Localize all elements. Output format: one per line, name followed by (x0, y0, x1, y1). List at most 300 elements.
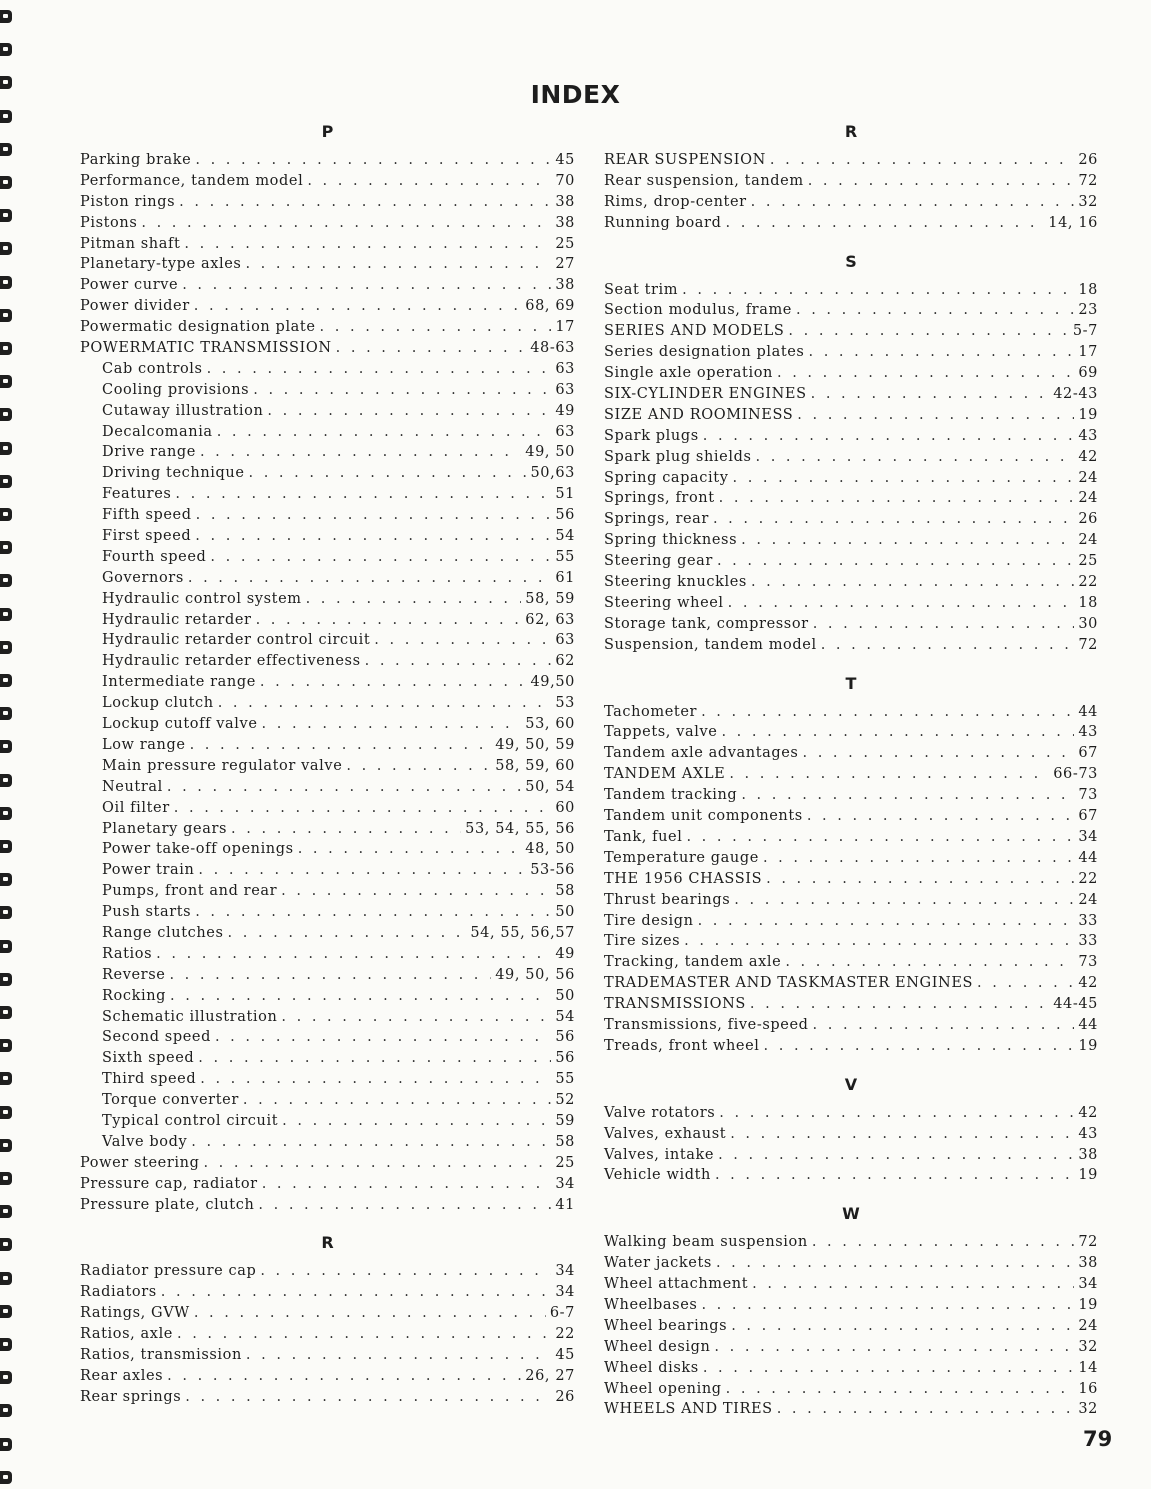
entry-term: Range clutches (102, 924, 224, 941)
entry-pages: 16 (1078, 1380, 1098, 1397)
index-entry (80, 1303, 575, 1324)
entry-term: Hydraulic control system (102, 590, 302, 607)
binding-ring (0, 143, 12, 156)
entry-pages: 70 (555, 172, 575, 189)
dot-leader (682, 280, 1074, 301)
entry-term: Wheelbases (604, 1296, 698, 1313)
binding-ring (0, 740, 12, 753)
dot-leader (731, 1316, 1074, 1337)
entry-term: Tandem unit components (604, 808, 803, 825)
index-entry (604, 509, 1098, 530)
binding-ring (0, 707, 12, 720)
entry-pages: 42 (1078, 975, 1098, 992)
dot-leader (703, 426, 1075, 447)
index-entry (604, 806, 1098, 827)
dot-leader (203, 1153, 551, 1174)
entry-pages: 56 (555, 507, 575, 524)
entry-term: Torque converter (102, 1092, 239, 1109)
binding-ring (0, 408, 12, 421)
entry-term: Ratios, axle (80, 1326, 173, 1343)
dot-leader (179, 192, 551, 213)
dot-leader (686, 827, 1074, 848)
dot-leader (260, 672, 527, 693)
dot-leader (228, 923, 467, 944)
dot-leader (169, 965, 491, 986)
binding-ring (0, 276, 12, 289)
index-entry (604, 1253, 1098, 1274)
entry-term: Main pressure regulator valve (102, 757, 343, 774)
index-entry (604, 848, 1098, 869)
entry-pages: 5-7 (1072, 323, 1098, 340)
binding-ring (0, 1139, 12, 1152)
dot-leader (198, 860, 526, 881)
index-entry (80, 1153, 575, 1174)
entry-list-w (604, 1232, 1098, 1420)
entry-term: Oil filter (102, 799, 170, 816)
dot-leader (684, 931, 1074, 952)
entry-pages: 51 (555, 486, 575, 503)
entry-term: Steering wheel (604, 594, 724, 611)
entry-term: Storage tank, compressor (604, 615, 809, 632)
index-entry (80, 192, 575, 213)
binding-ring (0, 442, 12, 455)
dot-leader (698, 911, 1075, 932)
index-subentry (80, 630, 575, 651)
dot-leader (719, 1103, 1074, 1124)
dot-leader (785, 952, 1074, 973)
index-entry (604, 743, 1098, 764)
index-subentry (80, 944, 575, 965)
dot-leader (802, 743, 1074, 764)
entry-term: Low range (102, 736, 186, 753)
binding-ring (0, 940, 12, 953)
entry-term: Running board (604, 214, 722, 231)
dot-leader (721, 722, 1074, 743)
binding-ring (0, 1404, 12, 1417)
entry-pages: 24 (1078, 1317, 1098, 1334)
dot-leader (184, 234, 551, 255)
dot-leader (185, 1387, 551, 1408)
index-entry (604, 150, 1098, 171)
entry-term: Tappets, valve (604, 724, 718, 741)
entry-pages: 22 (1078, 574, 1098, 591)
dot-leader (751, 572, 1074, 593)
entry-pages: 63 (555, 632, 575, 649)
page-number: 79 (1083, 1427, 1113, 1451)
index-subentry (80, 860, 575, 881)
entry-term: Ratings, GVW (80, 1305, 190, 1322)
binding-ring (0, 375, 12, 388)
entry-term: Driving technique (102, 465, 245, 482)
index-entry (604, 447, 1098, 468)
dot-leader (190, 735, 492, 756)
entry-pages: 17 (1078, 344, 1098, 361)
entry-term: Valve body (102, 1133, 188, 1150)
entry-term: SIZE AND ROOMINESS (604, 406, 794, 423)
index-entry (604, 973, 1098, 994)
dot-leader (734, 890, 1074, 911)
section-letter-v: V (844, 1074, 858, 1094)
entry-pages: 24 (1078, 490, 1098, 507)
dot-leader (243, 1090, 551, 1111)
dot-leader (703, 1358, 1075, 1379)
index-subentry (80, 777, 575, 798)
left-column (80, 120, 575, 1408)
entry-term: Spark plug shields (604, 448, 752, 465)
index-entry (80, 1174, 575, 1195)
entry-pages: 43 (1078, 724, 1098, 741)
index-subentry (80, 422, 575, 443)
entry-pages: 34 (1078, 828, 1098, 845)
index-subentry (80, 463, 575, 484)
section-letter-r: R (844, 122, 858, 141)
binding-ring (0, 906, 12, 919)
index-entry (604, 488, 1098, 509)
entry-pages: 19 (1078, 1167, 1098, 1184)
entry-term: Ratios, transmission (80, 1346, 242, 1363)
index-entry (604, 593, 1098, 614)
entry-pages: 61 (555, 569, 575, 586)
dot-leader (174, 798, 552, 819)
entry-term: Transmissions, five-speed (604, 1016, 809, 1033)
index-entry (604, 468, 1098, 489)
entry-term: Pistons (80, 214, 138, 231)
dot-leader (320, 317, 552, 338)
entry-pages: 42 (1078, 448, 1098, 465)
dot-leader (191, 1132, 551, 1153)
dot-leader (752, 1274, 1074, 1295)
entry-term: Ratios (102, 945, 153, 962)
dot-leader (177, 1324, 551, 1345)
entry-term: WHEELS AND TIRES (604, 1401, 773, 1418)
entry-term: Temperature gauge (604, 849, 759, 866)
binding-ring (0, 475, 12, 488)
index-subentry (80, 923, 575, 944)
entry-term: Power divider (80, 298, 190, 315)
dot-leader (741, 785, 1074, 806)
entry-term: Schematic illustration (102, 1008, 278, 1025)
entry-pages: 34 (555, 1284, 575, 1301)
index-entry (604, 764, 1098, 785)
entry-term: Single axle operation (604, 365, 773, 382)
index-subentry (80, 1069, 575, 1090)
entry-pages: 63 (555, 381, 575, 398)
binding-ring (0, 1039, 12, 1052)
dot-leader (306, 589, 522, 610)
index-subentry (80, 672, 575, 693)
entry-term: Decalcomania (102, 423, 213, 440)
entry-term: Pitman shaft (80, 235, 181, 252)
entry-term: Second speed (102, 1029, 211, 1046)
index-entry (80, 296, 575, 317)
entry-pages: 68, 69 (525, 298, 575, 315)
entry-pages: 58, 59 (525, 590, 575, 607)
dot-leader (262, 1174, 552, 1195)
index-entry (604, 1358, 1098, 1379)
entry-pages: 50, 54 (525, 778, 575, 795)
entry-pages: 43 (1078, 1125, 1098, 1142)
entry-pages: 30 (1078, 615, 1098, 632)
entry-list-v (604, 1103, 1098, 1187)
dot-leader (256, 610, 522, 631)
dot-leader (732, 468, 1074, 489)
entry-term: Tachometer (604, 703, 698, 720)
entry-pages: 14, 16 (1048, 214, 1098, 231)
entry-pages: 73 (1078, 787, 1098, 804)
entry-term: Springs, front (604, 490, 715, 507)
index-entry (604, 1337, 1098, 1358)
entry-term: Power take-off openings (102, 841, 294, 858)
dot-leader (231, 819, 461, 840)
index-entry (80, 1195, 575, 1216)
entry-pages: 59 (555, 1112, 575, 1129)
entry-term: First speed (102, 528, 192, 545)
index-subentry (80, 589, 575, 610)
entry-term: Neutral (102, 778, 163, 795)
entry-term: Steering gear (604, 553, 713, 570)
entry-term: SIX-CYLINDER ENGINES (604, 386, 807, 403)
dot-leader (756, 447, 1075, 468)
entry-pages: 72 (1078, 1234, 1098, 1251)
dot-leader (716, 1253, 1074, 1274)
index-subentry (80, 902, 575, 923)
entry-term: Piston rings (80, 193, 176, 210)
entry-term: REAR SUSPENSION (604, 152, 766, 168)
index-subentry (80, 651, 575, 672)
dot-leader (813, 1015, 1075, 1036)
dot-leader (210, 547, 551, 568)
binding-ring (0, 1338, 12, 1351)
dot-leader (813, 614, 1075, 635)
entry-pages: 67 (1078, 745, 1098, 762)
entry-pages: 26 (555, 1388, 575, 1405)
index-entry (604, 722, 1098, 743)
entry-term: Hydraulic retarder effectiveness (102, 653, 361, 670)
entry-pages: 42-43 (1053, 386, 1098, 403)
entry-pages: 63 (555, 423, 575, 440)
binding-ring (0, 110, 12, 123)
entry-pages: 18 (1078, 594, 1098, 611)
index-entry (604, 572, 1098, 593)
index-entry (80, 1387, 575, 1408)
entry-term: Drive range (102, 444, 196, 461)
entry-term: Tandem tracking (604, 787, 738, 804)
entry-pages: 49, 50, 59 (495, 736, 575, 753)
spiral-binding (0, 0, 16, 1489)
dot-leader (218, 693, 552, 714)
dot-leader (167, 1366, 521, 1387)
dot-leader (195, 902, 551, 923)
index-entry (604, 530, 1098, 551)
entry-term: Third speed (102, 1071, 197, 1088)
dot-leader (198, 1048, 551, 1069)
entry-term: Sixth speed (102, 1050, 195, 1067)
dot-leader (281, 881, 551, 902)
index-entry (604, 1316, 1098, 1337)
entry-pages: 69 (1078, 365, 1098, 382)
entry-pages: 58 (555, 883, 575, 900)
entry-list-r (80, 1261, 575, 1407)
entry-pages: 45 (555, 1346, 575, 1363)
entry-term: Planetary gears (102, 820, 228, 837)
dot-leader (741, 530, 1074, 551)
entry-pages: 38 (1078, 1146, 1098, 1163)
entry-term: Series designation plates (604, 344, 805, 361)
entry-pages: 48, 50 (525, 841, 575, 858)
index-subentry (80, 547, 575, 568)
entry-pages: 38 (555, 277, 575, 294)
entry-pages: 34 (1078, 1276, 1098, 1293)
entry-pages: 48-63 (530, 340, 575, 357)
index-entry (604, 426, 1098, 447)
entry-pages: 26 (1078, 511, 1098, 528)
dot-leader (729, 764, 1049, 785)
entry-pages: 50 (555, 904, 575, 921)
index-entry (80, 213, 575, 234)
entry-pages: 19 (1078, 1296, 1098, 1313)
binding-ring (0, 807, 12, 820)
entry-term: Lockup clutch (102, 695, 214, 712)
entry-pages: 58, 59, 60 (495, 757, 575, 774)
binding-ring (0, 840, 12, 853)
entry-pages: 55 (555, 548, 575, 565)
binding-ring (0, 674, 12, 687)
entry-pages: 19 (1078, 406, 1098, 423)
entry-term: Wheel design (604, 1338, 711, 1355)
entry-term: Springs, rear (604, 511, 709, 528)
entry-pages: 38 (1078, 1255, 1098, 1272)
index-entry (80, 338, 575, 359)
section-letter-w: W (842, 1204, 860, 1224)
entry-pages: 56 (555, 1050, 575, 1067)
entry-term: Wheel attachment (604, 1276, 749, 1293)
index-entry (604, 1399, 1098, 1420)
binding-ring (0, 1438, 12, 1451)
index-entry (80, 275, 575, 296)
entry-term: Fourth speed (102, 548, 207, 565)
entry-pages: 14 (1078, 1359, 1098, 1376)
dot-leader (246, 1345, 551, 1366)
entry-term: Spark plugs (604, 427, 699, 444)
entry-term: Pressure cap, radiator (80, 1175, 258, 1192)
entry-pages: 42 (1078, 1104, 1098, 1121)
entry-pages: 24 (1078, 469, 1098, 486)
dot-leader (713, 509, 1074, 530)
dot-leader (253, 380, 551, 401)
entry-pages: 49 (555, 945, 575, 962)
index-entry (604, 384, 1098, 405)
entry-list-r (604, 150, 1098, 234)
entry-term: Cab controls (102, 360, 203, 377)
entry-list-t (604, 702, 1098, 1057)
entry-pages: 23 (1078, 302, 1098, 319)
entry-pages: 53, 54, 55, 56 (465, 820, 575, 837)
dot-leader (298, 839, 522, 860)
entry-term: Power curve (80, 277, 179, 294)
dot-leader (282, 1111, 551, 1132)
index-subentry (80, 756, 575, 777)
dot-leader (281, 1007, 551, 1028)
entry-pages: 50 (555, 987, 575, 1004)
entry-pages: 25 (555, 1154, 575, 1171)
dot-leader (719, 488, 1075, 509)
index-subentry (80, 693, 575, 714)
index-subentry (80, 881, 575, 902)
entry-pages: 26, 27 (525, 1367, 575, 1384)
index-entry (604, 192, 1098, 213)
entry-pages: 32 (1078, 1338, 1098, 1355)
entry-pages: 19 (1078, 1037, 1098, 1054)
index-entry (80, 1261, 575, 1282)
entry-term: Valves, exhaust (604, 1125, 727, 1142)
dot-leader (249, 463, 527, 484)
entry-term: Pumps, front and rear (102, 883, 278, 900)
index-subentry (80, 359, 575, 380)
entry-term: Hydraulic retarder (102, 611, 252, 628)
entry-term: Power train (102, 862, 195, 879)
entry-term: Features (102, 486, 172, 503)
index-entry (604, 952, 1098, 973)
entry-pages: 67 (1078, 808, 1098, 825)
index-entry (80, 150, 575, 171)
entry-pages: 49 (555, 402, 575, 419)
entry-term: Reverse (102, 966, 166, 983)
dot-leader (808, 171, 1075, 192)
right-column (604, 120, 1098, 1420)
dot-leader (245, 254, 551, 275)
index-entry (604, 551, 1098, 572)
entry-pages: 62, 63 (525, 611, 575, 628)
entry-pages: 44 (1078, 703, 1098, 720)
entry-term: Planetary-type axles (80, 256, 242, 273)
binding-ring (0, 309, 12, 322)
index-subentry (80, 505, 575, 526)
entry-term: Powermatic designation plate (80, 319, 316, 336)
index-entry (604, 827, 1098, 848)
index-entry (80, 1366, 575, 1387)
dot-leader (374, 630, 551, 651)
index-entry (80, 254, 575, 275)
entry-term: Valves, intake (604, 1146, 715, 1163)
entry-pages: 6-7 (549, 1305, 575, 1322)
entry-term: Intermediate range (102, 674, 256, 691)
dot-leader (730, 1124, 1074, 1145)
entry-term: Walking beam suspension (604, 1234, 808, 1251)
entry-pages: 54 (555, 528, 575, 545)
binding-ring (0, 774, 12, 787)
index-subentry (80, 526, 575, 547)
entry-term: Lockup cutoff valve (102, 716, 258, 733)
entry-pages: 50,63 (530, 465, 575, 482)
binding-ring (0, 342, 12, 355)
index-entry (80, 317, 575, 338)
index-entry (604, 405, 1098, 426)
index-entry (604, 1295, 1098, 1316)
entry-pages: 72 (1078, 172, 1098, 189)
index-entry (604, 342, 1098, 363)
binding-ring (0, 10, 12, 23)
entry-pages: 53 (555, 695, 575, 712)
dot-leader (156, 944, 551, 965)
dot-leader (808, 342, 1074, 363)
index-subentry (80, 714, 575, 735)
entry-pages: 17 (555, 319, 575, 336)
index-subentry (80, 839, 575, 860)
entry-term: Radiators (80, 1284, 157, 1301)
index-subentry (80, 610, 575, 631)
index-subentry (80, 1027, 575, 1048)
entry-pages: 72 (1078, 636, 1098, 653)
